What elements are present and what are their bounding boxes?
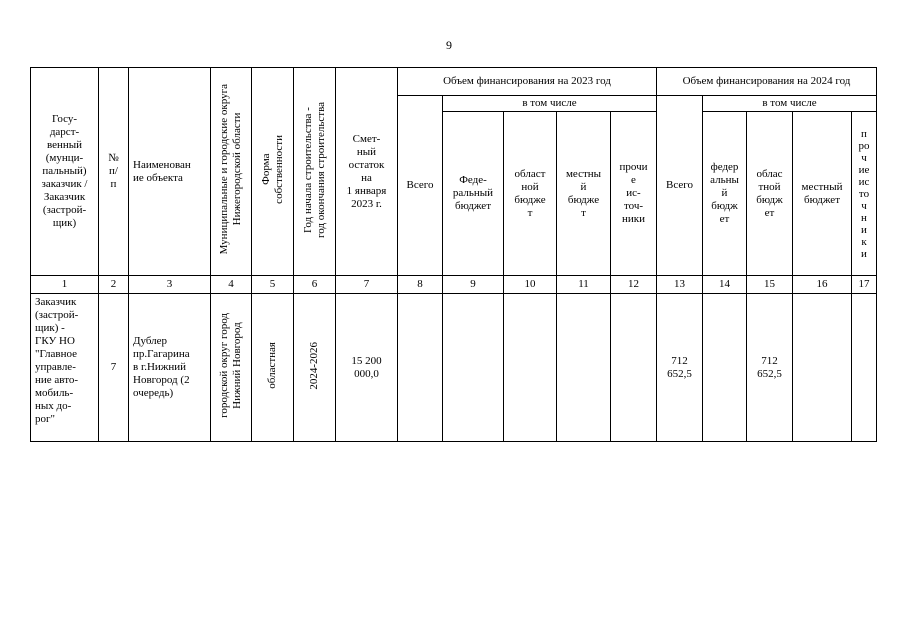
row-local-2024 (793, 294, 852, 442)
header-customer: Госу- дарст- венный (мунци- пальный) заказчик / Заказчик (застрой- щик) (31, 68, 99, 276)
header-incl-2023: в том числе (443, 96, 657, 112)
col-number: 7 (336, 276, 398, 294)
header-federal-2023: Феде- ральный бюджет (443, 112, 504, 276)
page-number: 9 (446, 38, 452, 52)
row-customer: Заказчик (застрой- щик) - ГКУ НО "Главное управле- ние авто- мобиль- ных до- рог" (31, 294, 99, 442)
row-years: 2024-2026 (294, 294, 336, 442)
column-number-row (31, 276, 877, 294)
row-other-2024 (852, 294, 877, 442)
row-federal-2023 (443, 294, 504, 442)
col-number: 15 (747, 276, 793, 294)
header-regional-2024: облас тной бюдж ет (747, 112, 793, 276)
table-row (31, 294, 877, 442)
row-other-2023 (611, 294, 657, 442)
row-local-2023 (557, 294, 611, 442)
col-number: 17 (852, 276, 877, 294)
header-fin-2024: Объем финансирования на 2024 год (657, 68, 877, 96)
row-balance: 15 200 000,0 (336, 294, 398, 442)
header-ownership: Форма собственности (252, 68, 294, 276)
col-number: 3 (129, 276, 211, 294)
col-number: 9 (443, 276, 504, 294)
col-number: 10 (504, 276, 557, 294)
col-number: 12 (611, 276, 657, 294)
col-number: 1 (31, 276, 99, 294)
header-municipal: Муниципальные и городские округа Нижегородской области (211, 68, 252, 276)
col-number: 6 (294, 276, 336, 294)
row-total-2024: 712 652,5 (657, 294, 703, 442)
row-regional-2023 (504, 294, 557, 442)
header-name: Наименован ие объекта (129, 68, 211, 276)
header-other-2023: прочи е ис- точ- ники (611, 112, 657, 276)
col-number: 11 (557, 276, 611, 294)
col-number: 4 (211, 276, 252, 294)
header-local-2024: местный бюджет (793, 112, 852, 276)
header-years: Год начала строительства - год окончания строительства (294, 68, 336, 276)
row-name: Дублер пр.Гагарина в г.Нижний Новгород (2 очередь) (129, 294, 211, 442)
header-balance: Смет- ный остаток на 1 января 2023 г. (336, 68, 398, 276)
row-total-2023 (398, 294, 443, 442)
header-other-2024: п ро ч ие ис то ч н и к и (852, 112, 877, 276)
col-number: 8 (398, 276, 443, 294)
col-number: 16 (793, 276, 852, 294)
col-number: 14 (703, 276, 747, 294)
col-number: 13 (657, 276, 703, 294)
row-regional-2024: 712 652,5 (747, 294, 793, 442)
col-number: 2 (99, 276, 129, 294)
header-total-2023: Всего (398, 96, 443, 276)
row-municipal: городской округ город Нижний Новгород (211, 294, 252, 442)
col-number: 5 (252, 276, 294, 294)
header-regional-2023: област ной бюдже т (504, 112, 557, 276)
header-total-2024: Всего (657, 96, 703, 276)
row-ownership: областная (252, 294, 294, 442)
header-incl-2024: в том числе (703, 96, 877, 112)
header-num: № п/ п (99, 68, 129, 276)
header-federal-2024: федер альны й бюдж ет (703, 112, 747, 276)
header-fin-2023: Объем финансирования на 2023 год (398, 68, 657, 96)
financing-table (30, 67, 877, 442)
header-local-2023: местны й бюдже т (557, 112, 611, 276)
row-federal-2024 (703, 294, 747, 442)
row-num: 7 (99, 294, 129, 442)
